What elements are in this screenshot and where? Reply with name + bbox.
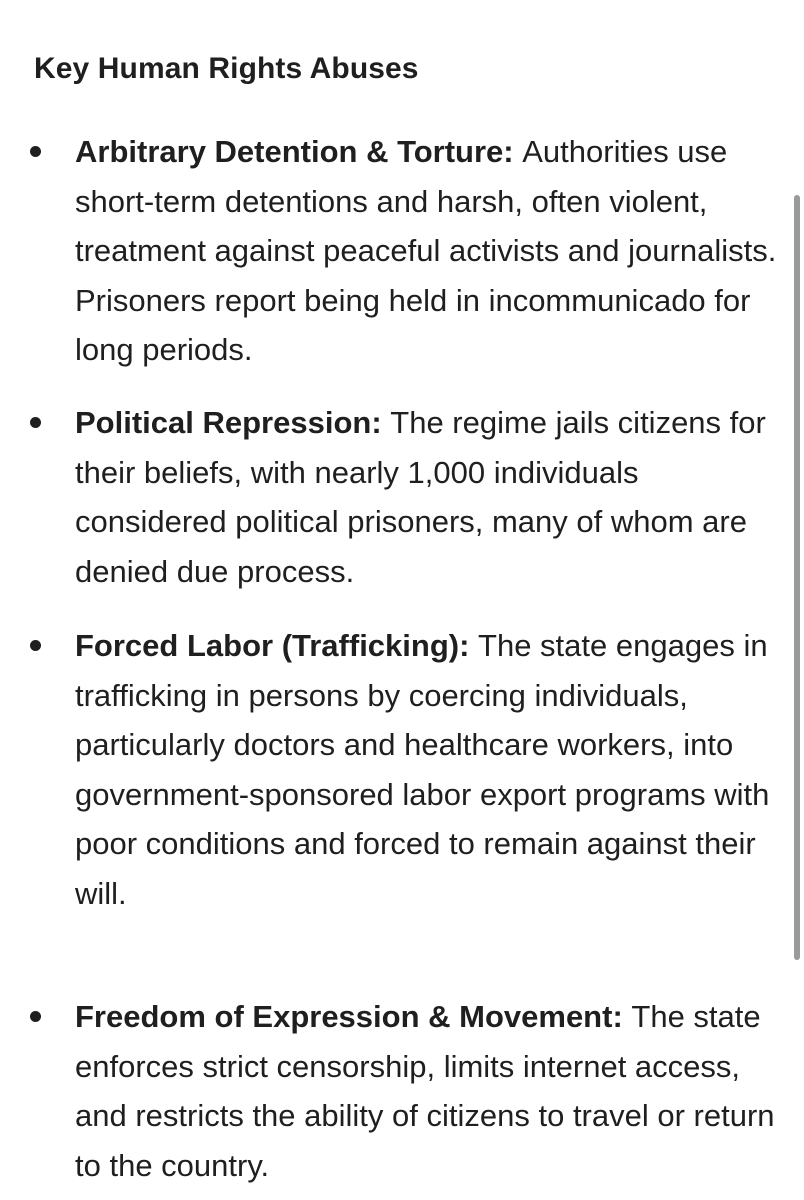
list-item <box>75 127 780 375</box>
item-term: Freedom of Expression & Movement: <box>75 999 632 1034</box>
scrollbar-thumb[interactable] <box>794 195 800 960</box>
item-term: Forced Labor (Trafficking): <box>75 628 479 663</box>
item-description: Authorities use short-term detentions and harsh, often violent, treatment against peaceful activists and journalists. Prisoners report being held in incommunicado for long periods. <box>75 134 777 367</box>
item-term: Political Repression: <box>75 405 391 440</box>
item-description: The state engages in trafficking in persons by coercing individuals, particularly doctors and healthcare workers, into government-sponsored labor export programs with poor conditions and forced to remain against their will. <box>75 628 770 911</box>
bullet-icon <box>30 640 41 651</box>
bullet-icon <box>30 1011 41 1022</box>
list-item <box>75 398 780 596</box>
item-term: Arbitrary Detention & Torture: <box>75 134 523 169</box>
item-description: The regime jails citizens for their beliefs, with nearly 1,000 individuals considered political prisoners, many of whom are denied due process. <box>75 405 766 589</box>
bullet-icon <box>30 417 41 428</box>
list-item <box>75 992 780 1190</box>
section-title: Key Human Rights Abuses <box>34 52 419 85</box>
list-item <box>75 621 780 918</box>
bullet-icon <box>30 146 41 157</box>
item-description: The state enforces strict censorship, limits internet access, and restricts the ability of citizens to travel or return to the country. <box>75 999 775 1183</box>
scrollbar[interactable] <box>790 0 804 1200</box>
